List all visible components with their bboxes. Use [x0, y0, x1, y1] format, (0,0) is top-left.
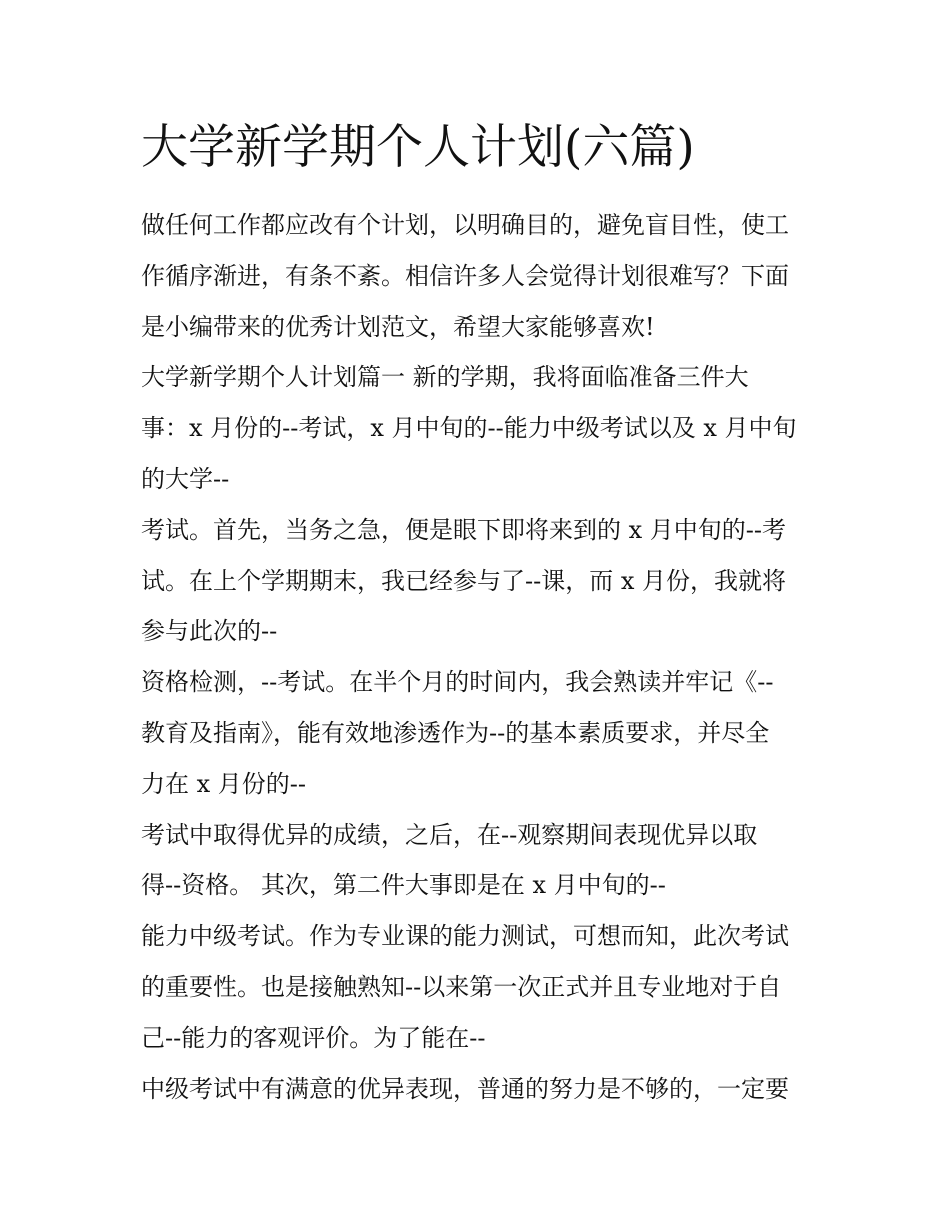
document-body — [141, 200, 831, 1114]
text-line: 资格检测，--考试。在半个月的时间内，我会熟读并牢记《-- — [141, 668, 774, 697]
text-line: 大学新学期个人计划篇一 新的学期，我将面临准备三件大 — [141, 363, 749, 392]
text-line: 中级考试中有满意的优异表现，普通的努力是不够的，一定要 — [141, 1074, 789, 1103]
text-line: 能力中级考试。作为专业课的能力测试，可想而知，此次考试 — [141, 922, 789, 951]
document-title: 大学新学期个人计划(六篇) — [141, 120, 695, 175]
text-line: 事：x 月份的--考试，x 月中旬的--能力中级考试以及 x 月中旬 — [141, 414, 797, 443]
text-line: 是小编带来的优秀计划范文，希望大家能够喜欢! — [141, 312, 655, 341]
text-line: 的重要性。也是接触熟知--以来第一次正式并且专业地对于自 — [141, 972, 782, 1001]
text-line: 参与此次的-- — [141, 617, 278, 646]
text-line: 教育及指南》，能有效地渗透作为--的基本素质要求，并尽全 — [141, 718, 770, 747]
text-line: 试。在上个学期期末，我已经参与了--课，而 x 月份，我就将 — [141, 566, 787, 595]
text-line: 力在 x 月份的-- — [141, 769, 307, 798]
text-line: 考试中取得优异的成绩，之后，在--观察期间表现优异以取 — [141, 820, 758, 849]
text-line: 作循序渐进，有条不紊。相信许多人会觉得计划很难写？下面 — [141, 261, 789, 290]
text-line: 的大学-- — [141, 464, 230, 493]
text-line: 做任何工作都应改有个计划，以明确目的，避免盲目性，使工 — [141, 211, 789, 239]
text-line: 己--能力的客观评价。为了能在-- — [141, 1023, 486, 1052]
text-line: 得--资格。 其次，第二件大事即是在 x 月中旬的-- — [141, 871, 666, 900]
text-line: 考试。首先，当务之急，便是眼下即将来到的 x 月中旬的--考 — [141, 515, 787, 544]
